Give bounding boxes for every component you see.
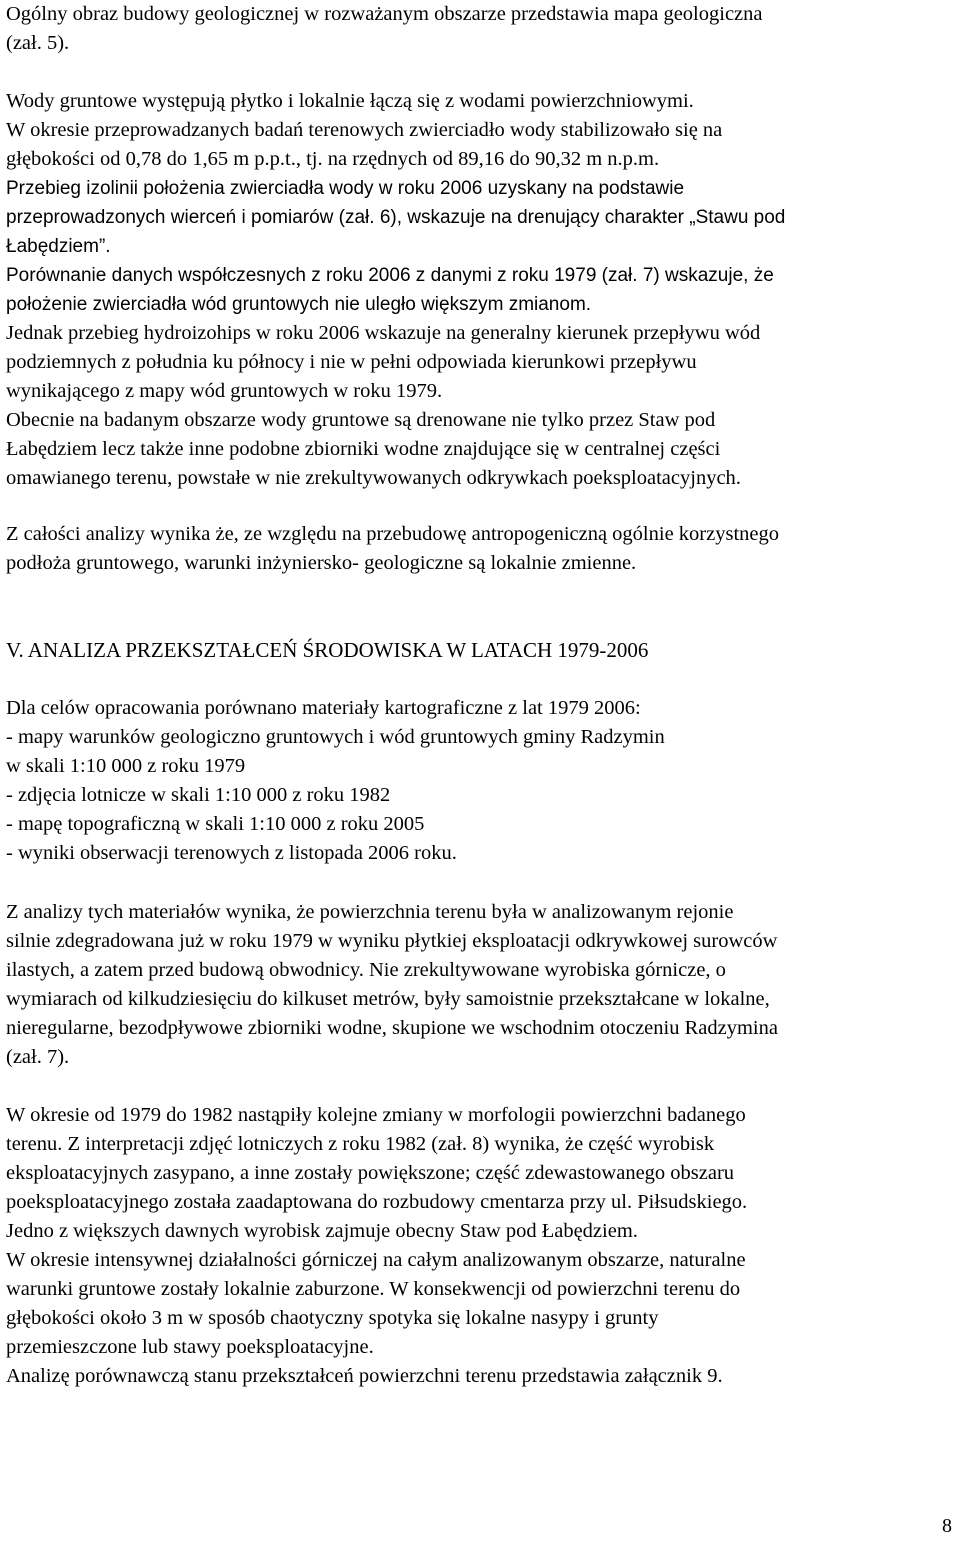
text-line: Jednak przebieg hydroizohips w roku 2006 wskazuje na generalny kierunek przepływu wód [6,322,761,344]
text-line: nieregularne, bezodpływowe zbiorniki wodne, skupione we wschodnim otoczeniu Radzymina [6,1017,778,1039]
text-line: Przebieg izolinii położenia zwierciadła wody w roku 2006 uzyskany na podstawie [6,178,685,199]
text-line: W okresie intensywnej działalności górniczej na całym analizowanym obszarze, naturalne [6,1249,746,1271]
text-line: W okresie od 1979 do 1982 nastąpiły kolejne zmiany w morfologii powierzchni badanego [6,1104,746,1126]
text-line: eksploatacyjnych zasypano, a inne zostały powiększone; część zdewastowanego obszaru [6,1162,735,1184]
text-line: Wody gruntowe występują płytko i lokalnie łączą się z wodami powierzchniowymi. [6,90,694,112]
text-line: Dla celów opracowania porównano materiały kartograficzne z lat 1979 2006: [6,697,641,719]
list-item: - wyniki obserwacji terenowych z listopada 2006 roku. [6,842,457,864]
text-line: wymiarach od kilkudziesięciu do kilkuset metrów, były samoistnie przekształcane w lokalne, [6,988,770,1010]
text-line: Analizę porównawczą stanu przekształceń powierzchni terenu przedstawia załącznik 9. [6,1365,723,1387]
text-line: poeksploatacyjnego została zaadaptowana do rozbudowy cmentarza przy ul. Piłsudskiego. [6,1191,748,1213]
text-line: przemieszczone lub stawy poeksploatacyjne. [6,1336,374,1358]
text-line: Porównanie danych współczesnych z roku 2006 z danymi z roku 1979 (zał. 7) wskazuje, że [6,265,774,286]
text-line: ilastych, a zatem przed budową obwodnicy. Nie zrekultywowane wyrobiska górnicze, o [6,959,726,981]
text-line: Ogólny obraz budowy geologicznej w rozważanym obszarze przedstawia mapa geologiczna [6,3,763,25]
text-line: W okresie przeprowadzanych badań terenowych zwierciadło wody stabilizowało się na [6,119,723,141]
section-heading: V. ANALIZA PRZEKSZTAŁCEŃ ŚRODOWISKA W LATACH 1979-2006 [6,638,649,662]
text-line: położenie zwierciadła wód gruntowych nie uległo większym zmianom. [6,294,592,315]
text-line: Jedno z większych dawnych wyrobisk zajmuje obecny Staw pod Łabędziem. [6,1220,638,1242]
text-line: podziemnych z południa ku północy i nie w pełni odpowiada kierunkowi przepływu [6,351,697,373]
text-line: Obecnie na badanym obszarze wody gruntowe są drenowane nie tylko przez Staw pod [6,409,716,431]
text-line: omawianego terenu, powstałe w nie zrekultywowanych odkrywkach poeksploatacyjnych. [6,467,741,489]
text-line: Z całości analizy wynika że, ze względu na przebudowę antropogeniczną ogólnie korzystnego [6,523,779,545]
text-line: głębokości od 0,78 do 1,65 m p.p.t., tj. na rzędnych od 89,16 do 90,32 m n.p.m. [6,148,660,170]
list-item: w skali 1:10 000 z roku 1979 [6,755,246,777]
text-line: Z analizy tych materiałów wynika, że powierzchnia terenu była w analizowanym rejonie [6,901,734,923]
text-line: podłoża gruntowego, warunki inżyniersko- geologiczne są lokalnie zmienne. [6,552,637,574]
text-line: wynikającego z mapy wód gruntowych w roku 1979. [6,380,443,402]
text-line: silnie zdegradowana już w roku 1979 w wyniku płytkiej eksploatacji odkrywkowej surowców [6,930,778,952]
text-line: przeprowadzonych wierceń i pomiarów (zał. 6), wskazuje na drenujący charakter „Stawu pod [6,207,786,228]
list-item: - mapy warunków geologiczno gruntowych i wód gruntowych gminy Radzymin [6,726,665,748]
list-item: - mapę topograficzną w skali 1:10 000 z roku 2005 [6,813,425,835]
text-line: Łabędziem lecz także inne podobne zbiorniki wodne znajdujące się w centralnej części [6,438,721,460]
text-line: głębokości około 3 m w sposób chaotyczny spotyka się lokalne nasypy i grunty [6,1307,659,1329]
text-line: (zał. 7). [6,1046,70,1068]
page-number: 8 [942,1515,952,1537]
list-item: - zdjęcia lotnicze w skali 1:10 000 z roku 1982 [6,784,391,806]
text-line: terenu. Z interpretacji zdjęć lotniczych z roku 1982 (zał. 8) wynika, że część wyrobisk [6,1133,715,1155]
text-line: Łabędziem”. [6,236,111,257]
text-line: (zał. 5). [6,32,70,54]
text-line: warunki gruntowe zostały lokalnie zaburzone. W konsekwencji od powierzchni terenu do [6,1278,741,1300]
